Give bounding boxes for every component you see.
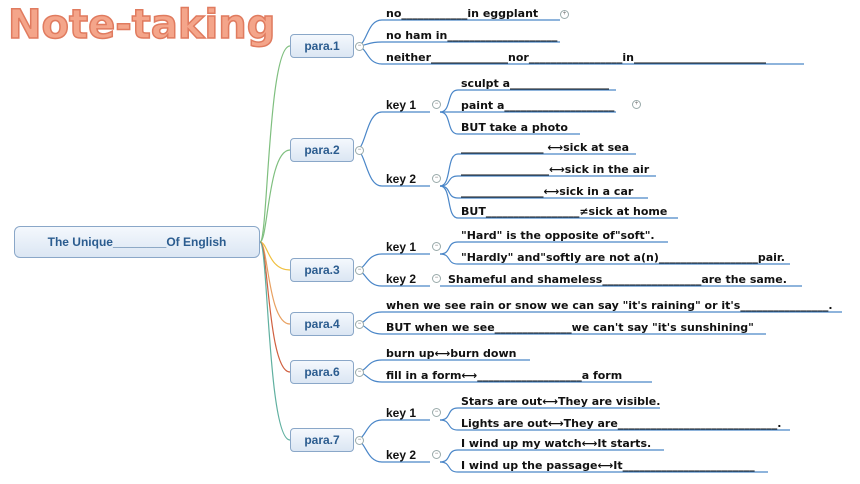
para-6-node[interactable] (290, 360, 354, 384)
para-2-key-1-item[interactable]: sculpt a__________________ (461, 77, 610, 90)
para-2-key-2-item[interactable]: _______________ ⟷sick at sea (461, 141, 630, 154)
collapse-toggle-icon[interactable]: − (432, 242, 441, 251)
para-1-node[interactable] (290, 34, 354, 58)
para-2-key-2-item[interactable]: _______________⟷sick in a car (461, 185, 634, 198)
para-6-item[interactable]: burn up⟷burn down (386, 347, 517, 360)
collapse-toggle-icon[interactable]: − (432, 450, 441, 459)
para-7-key-1[interactable]: key 1 (386, 406, 417, 420)
collapse-toggle-icon[interactable]: − (432, 274, 441, 283)
para-7-key-2-item[interactable]: I wind up the passage⟷It________________________ (461, 459, 755, 472)
collapse-toggle-icon[interactable]: − (432, 174, 441, 183)
para-3-key-1[interactable]: key 1 (386, 240, 417, 254)
para-2-key-1-item[interactable]: BUT take a photo (461, 121, 568, 134)
para-2-label: para.2 (304, 143, 340, 157)
para-7-key-1-item[interactable]: Lights are out⟷They are_____________________________. (461, 417, 782, 430)
para-2-key-2-item[interactable]: ________________⟷sick in the air (461, 163, 650, 176)
para-2-key-2[interactable]: key 2 (386, 172, 417, 186)
para-2-key-1-item[interactable]: paint a____________________ (461, 99, 615, 112)
para-3-key-1-item[interactable]: "Hard" is the opposite of"soft". (461, 229, 655, 242)
collapse-toggle-icon[interactable]: − (355, 266, 364, 275)
para-4-label: para.4 (304, 317, 340, 331)
para-7-key-2[interactable]: key 2 (386, 448, 417, 462)
collapse-toggle-icon[interactable]: − (432, 408, 441, 417)
para-7-key-1-item[interactable]: Stars are out⟷They are visible. (461, 395, 661, 408)
para-4-node[interactable] (290, 312, 354, 336)
para-6-label: para.6 (304, 365, 340, 379)
collapse-toggle-icon[interactable]: − (355, 42, 364, 51)
collapse-toggle-icon[interactable]: − (432, 100, 441, 109)
para-1-label: para.1 (304, 39, 340, 53)
para-3-key-2[interactable]: key 2 (386, 272, 417, 286)
root-label: The Unique________Of English (47, 235, 227, 249)
root-node[interactable] (14, 226, 260, 258)
para-2-node[interactable] (290, 138, 354, 162)
para-1-item[interactable]: neither______________nor_________________in________________________ (386, 51, 766, 64)
para-2-key-1[interactable]: key 1 (386, 98, 417, 112)
para-3-node[interactable] (290, 258, 354, 282)
para-1-item[interactable]: no ham in____________________ (386, 29, 558, 42)
para-3-label: para.3 (304, 263, 340, 277)
page-title: Note-taking (8, 2, 276, 48)
para-7-node[interactable] (290, 428, 354, 452)
para-7-key-2-item[interactable]: I wind up my watch⟷It starts. (461, 437, 652, 450)
para-7-label: para.7 (304, 433, 340, 447)
para-1-item[interactable]: no____________in eggplant (386, 7, 539, 20)
collapse-toggle-icon[interactable]: − (355, 436, 364, 445)
para-6-item[interactable]: fill in a form⟷___________________a form (386, 369, 623, 382)
collapse-toggle-icon[interactable]: − (355, 320, 364, 329)
expand-toggle-icon[interactable]: + (560, 10, 569, 19)
collapse-toggle-icon[interactable]: − (355, 368, 364, 377)
para-4-item[interactable]: when we see rain or snow we can say "it's raining" or it's________________. (386, 299, 833, 312)
expand-toggle-icon[interactable]: + (632, 100, 641, 109)
para-4-item[interactable]: BUT when we see______________we can't say "it's sunshining" (386, 321, 754, 334)
para-3-key-1-item[interactable]: "Hardly" and"softly are not a(n)__________________pair. (461, 251, 785, 264)
para-3-key-2-item[interactable]: Shameful and shameless__________________are the same. (448, 273, 787, 286)
collapse-toggle-icon[interactable]: − (355, 146, 364, 155)
para-2-key-2-item[interactable]: BUT_________________≠sick at home (461, 205, 668, 218)
